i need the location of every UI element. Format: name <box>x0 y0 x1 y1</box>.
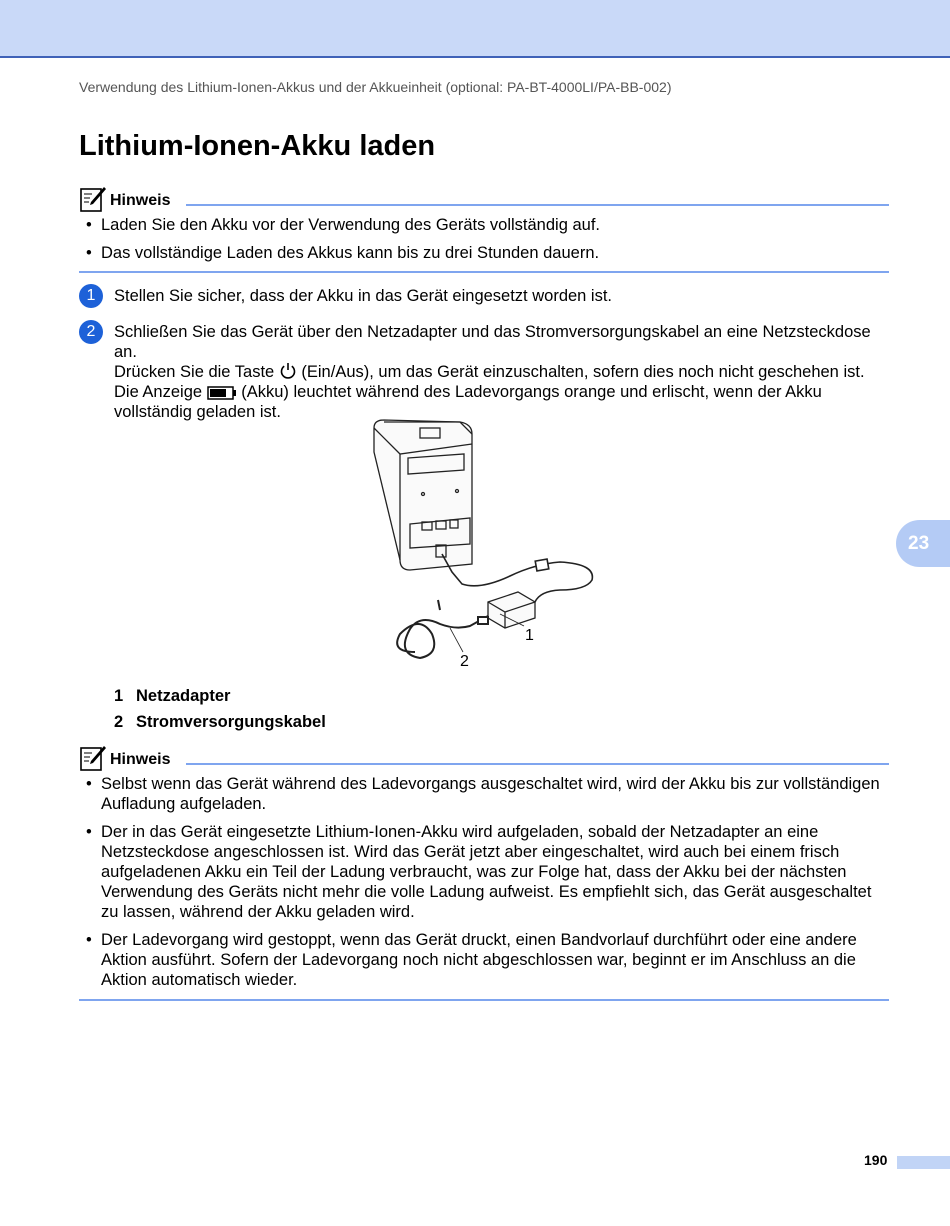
note-pencil-icon <box>79 185 107 213</box>
note-box-1 <box>79 185 889 271</box>
note-list <box>79 774 889 990</box>
note-bottom-rule <box>79 999 889 1001</box>
step-line: (Ein/Aus), um das Gerät einzuschalten, sofern dies noch nicht geschehen ist. <box>301 363 865 381</box>
printer-charging-illustration <box>360 414 610 674</box>
chapter-tab: 23 <box>896 520 950 567</box>
note-pencil-icon <box>79 744 107 772</box>
note-label: Hinweis <box>110 192 171 209</box>
step-line: (Akku) leuchtet während des Ladevorgangs orange und erlischt, wenn der Akku vollständig geladen ist. <box>114 383 822 421</box>
legend-number: 1 <box>114 687 124 705</box>
step-line: Drücken Sie die Taste <box>114 363 275 381</box>
page-title: Lithium-Ionen-Akku laden <box>79 130 436 162</box>
legend-label: Netzadapter <box>136 687 231 705</box>
step-number-circle: 2 <box>79 320 103 344</box>
step-line: Schließen Sie das Gerät über den Netzadapter und das Stromversorgungskabel an eine Netzsteckdose an. <box>114 323 871 361</box>
battery-indicator-icon <box>207 386 237 400</box>
page-number: 190 <box>864 1152 888 1168</box>
note-item: • Selbst wenn das Gerät während des Ladevorgangs ausgeschaltet wird, wird der Akku bis zur vollständigen Aufladung aufgeladen. <box>79 774 889 814</box>
ac-adapter-drawing <box>488 592 535 628</box>
callout-2: 2 <box>460 653 469 670</box>
page-number-bar <box>897 1156 950 1169</box>
printer-device <box>374 420 472 570</box>
note-item: • Das vollständige Laden des Akkus kann bis zu drei Stunden dauern. <box>79 243 889 263</box>
mains-cord <box>397 600 488 658</box>
power-button-icon <box>279 362 297 380</box>
legend-item-1 <box>114 687 230 706</box>
note-bottom-rule <box>79 271 889 273</box>
note-rule <box>186 763 889 765</box>
note-item: • Der Ladevorgang wird gestoppt, wenn das Gerät druckt, einen Bandvorlauf durchführt oder eine andere Aktion ausführt. Sofern der Ladevorgang noch nicht abgeschlossen war, beginnt er im Anschluss an die Aktion automatisch wieder. <box>79 930 889 990</box>
step-2 <box>79 322 894 421</box>
running-header: Verwendung des Lithium-Ionen-Akkus und der Akkueinheit (optional: PA-BT-4000LI/PA-BB-002) <box>79 79 672 95</box>
note-item: • Der in das Gerät eingesetzte Lithium-Ionen-Akku wird aufgeladen, sobald der Netzadapter an eine Netzsteckdose angeschlossen ist. Wird das Gerät jetzt aber eingeschaltet, wird auch bei einem frisch aufgeladenen Akku ein Teil der Ladung verbraucht, was zur Folge hat, dass der Akku bei der nächsten Verwendung des Geräts nicht mehr die volle Ladung aufweist. Es empfiehlt sich, das Gerät ausgeschaltet zu lassen, während der Akku geladen wird. <box>79 822 889 922</box>
legend-label: Stromversorgungskabel <box>136 713 326 731</box>
step-text <box>114 322 894 422</box>
note-header <box>79 744 889 774</box>
header-band <box>0 0 950 58</box>
callout-1: 1 <box>525 627 534 644</box>
step-number-circle: 1 <box>79 284 103 308</box>
note-header <box>79 185 889 215</box>
note-label: Hinweis <box>110 751 171 768</box>
step-1 <box>79 286 894 310</box>
note-box-2 <box>79 744 889 998</box>
note-item: • Laden Sie den Akku vor der Verwendung des Geräts vollständig auf. <box>79 215 889 235</box>
legend-number: 2 <box>114 713 124 731</box>
legend-item-2 <box>114 713 326 732</box>
step-text: Stellen Sie sicher, dass der Akku in das Gerät eingesetzt worden ist. <box>114 287 613 305</box>
note-rule <box>186 204 889 206</box>
step-line: Die Anzeige <box>114 383 203 401</box>
note-list <box>79 215 889 263</box>
